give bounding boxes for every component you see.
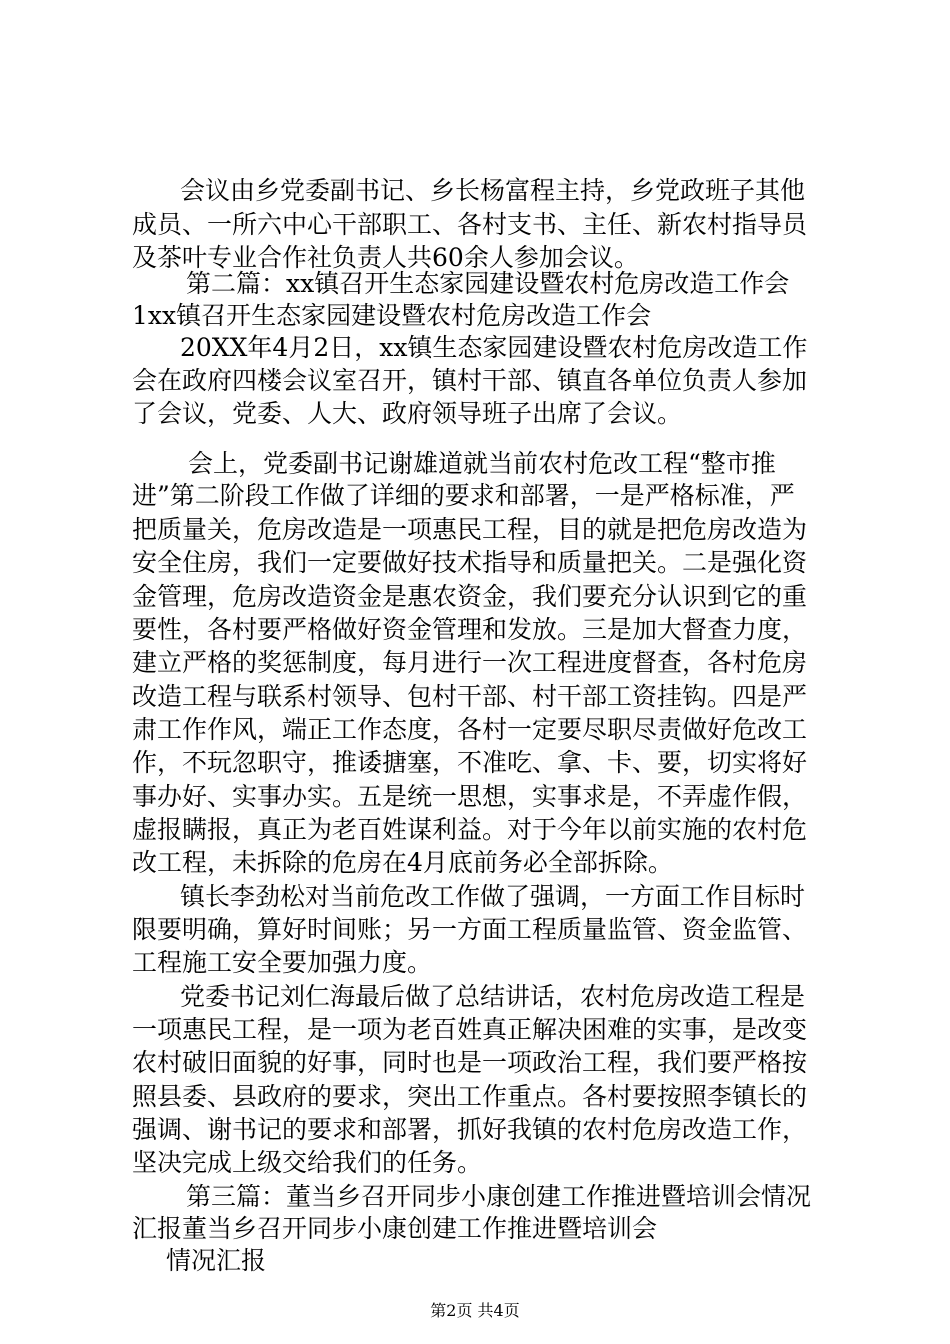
text-line: 肃工作作风，端正工作态度，各村一定要尽职尽责做好危改工: [132, 715, 808, 744]
text-line: 要性，各村要严格做好资金管理和发放。三是加大督查力度，: [132, 615, 808, 644]
text-line: 会上，党委副书记谢雄道就当前农村危改工程“整市推: [188, 449, 776, 478]
text-line: 工程施工安全要加强力度。: [132, 948, 433, 977]
text-line: 会在政府四楼会议室召开，镇村干部、镇直各单位负责人参加: [132, 366, 808, 395]
section-heading: 情况汇报: [166, 1246, 267, 1275]
section-heading: 第二篇：xx镇召开生态家园建设暨农村危房改造工作会: [186, 269, 790, 298]
text-line: 农村破旧面貌的好事，同时也是一项政治工程，我们要严格按: [132, 1048, 808, 1077]
text-line: 及茶叶专业合作社负责人共60余人参加会议。: [132, 243, 639, 272]
text-line: 党委书记刘仁海最后做了总结讲话，农村危房改造工程是: [180, 982, 806, 1011]
text-line: 建立严格的奖惩制度，每月进行一次工程进度督查，各村危房: [132, 648, 808, 677]
text-line: 把质量关，危房改造是一项惠民工程，目的就是把危房改造为: [132, 515, 808, 544]
text-line: 一项惠民工程，是一项为老百姓真正解决困难的实事，是改变: [132, 1015, 808, 1044]
text-line: 成员、一所六中心干部职工、各村支书、主任、新农村指导员: [132, 210, 808, 239]
text-line: 进”第二阶段工作做了详细的要求和部署，一是严格标准，严: [132, 481, 795, 510]
section-heading: 第三篇：董当乡召开同步小康创建工作推进暨培训会情况: [186, 1182, 812, 1211]
section-heading: 汇报董当乡召开同步小康创建工作推进暨培训会: [132, 1214, 658, 1243]
text-line: 了会议，党委、人大、政府领导班子出席了会议。: [132, 399, 683, 428]
text-line: 坚决完成上级交给我们的任务。: [132, 1148, 483, 1177]
text-line: 限要明确，算好时间账；另一方面工程质量监管、资金监管、: [132, 915, 808, 944]
text-line: 作，不玩忽职守，推诿搪塞，不准吃、拿、卡、要，切实将好: [132, 748, 808, 777]
text-line: 安全住房，我们一定要做好技术指导和质量把关。二是强化资: [132, 548, 808, 577]
text-line: 20XX年4月2日，xx镇生态家园建设暨农村危房改造工作: [180, 333, 808, 362]
text-line: 虚报瞒报，真正为老百姓谋利益。对于今年以前实施的农村危: [132, 815, 808, 844]
text-line: 事办好、实事办实。五是统一思想，实事求是，不弄虚作假，: [132, 782, 808, 811]
text-line: 镇长李劲松对当前危改工作做了强调，一方面工作目标时: [180, 882, 806, 911]
text-line: 强调、谢书记的要求和部署，抓好我镇的农村危房改造工作，: [132, 1115, 808, 1144]
text-line: 改工程，未拆除的危房在4月底前务必全部拆除。: [132, 848, 673, 877]
text-line: 改造工程与联系村领导、包村干部、村干部工资挂钩。四是严: [132, 682, 808, 711]
text-line: 金管理，危房改造资金是惠农资金，我们要充分认识到它的重: [132, 582, 808, 611]
section-heading: 1xx镇召开生态家园建设暨农村危房改造工作会: [132, 301, 652, 330]
page-number-footer: 第2页 共4页: [430, 1301, 520, 1320]
text-line: 照县委、县政府的要求，突出工作重点。各村要按照李镇长的: [132, 1082, 808, 1111]
text-line: 会议由乡党委副书记、乡长杨富程主持，乡党政班子其他: [180, 176, 806, 205]
